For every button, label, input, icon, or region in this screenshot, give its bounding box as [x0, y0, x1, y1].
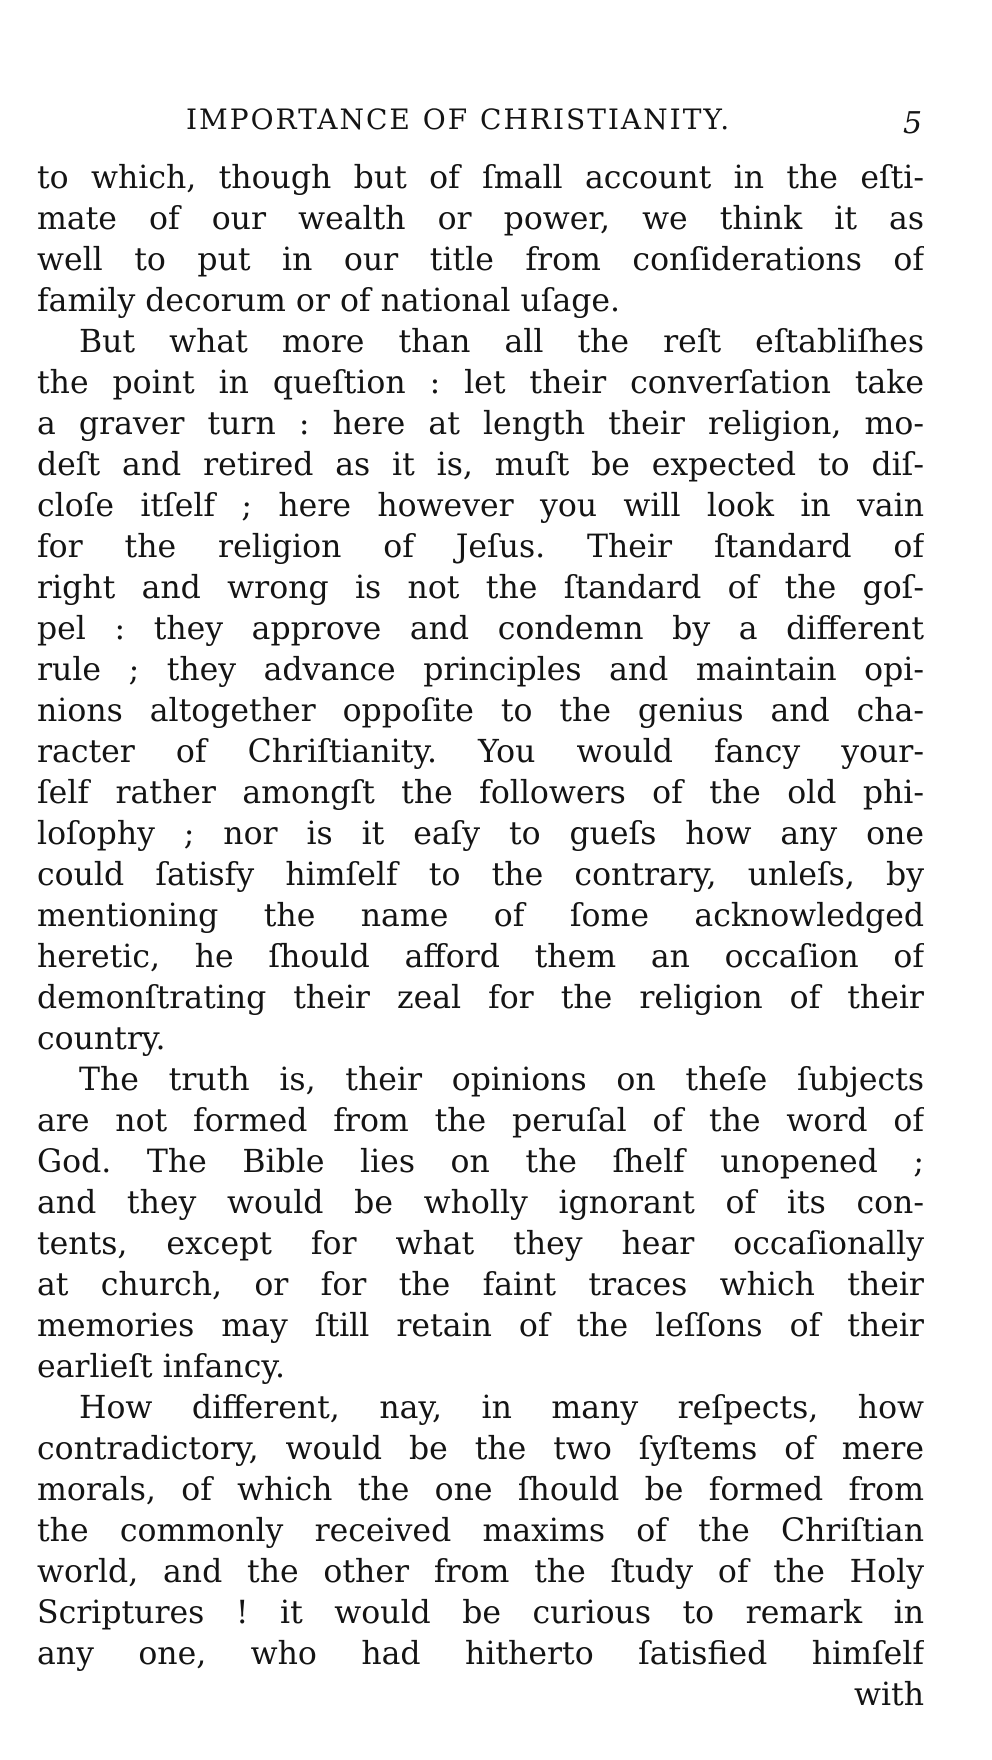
- text-line: well to put in our title from conſiderations of: [37, 242, 924, 278]
- text-line: The truth is, their opinions on theſe ſubjects: [79, 1062, 924, 1098]
- text-line: right and wrong is not the ſtandard of the goſ-: [37, 570, 924, 606]
- text-line: any one, who had hitherto ſatisfied himſelf: [37, 1636, 924, 1672]
- text-line: family decorum or of national uſage.: [37, 283, 621, 319]
- text-line: country.: [37, 1021, 166, 1057]
- text-line: memories may ſtill retain of the leſſons of their: [37, 1308, 924, 1344]
- body-text: [37, 158, 924, 1716]
- text-line: mentioning the name of ſome acknowledged: [37, 898, 924, 934]
- text-line: for the religion of Jeſus. Their ſtandard of: [37, 529, 924, 565]
- text-line: are not formed from the peruſal of the word of: [37, 1103, 924, 1139]
- text-line: morals, of which the one ſhould be formed from: [37, 1472, 924, 1508]
- text-line: racter of Chriſtianity. You would fancy your-: [37, 734, 924, 770]
- page-number: 5: [903, 106, 923, 141]
- text-line: world, and the other from the ſtudy of the Holy: [37, 1554, 924, 1590]
- text-line: demonſtrating their zeal for the religion of their: [37, 980, 924, 1016]
- text-line: rule ; they advance principles and maintain opi-: [37, 652, 924, 688]
- text-line: How different, nay, in many reſpects, how: [79, 1390, 924, 1426]
- text-line: Scriptures ! it would be curious to remark in: [37, 1595, 924, 1631]
- text-line: tents, except for what they hear occaſionally: [37, 1226, 924, 1262]
- text-line: heretic, he ſhould afford them an occaſion of: [37, 939, 924, 975]
- running-head: [0, 100, 992, 140]
- text-line: at church, or for the faint traces which their: [37, 1267, 924, 1303]
- text-line: a graver turn : here at length their religion, mo-: [37, 406, 924, 442]
- text-line: cloſe itſelf ; here however you will look in vain: [37, 488, 924, 524]
- text-line: the point in queſtion : let their converſation take: [37, 365, 924, 401]
- text-line: deſt and retired as it is, muſt be expected to diſ-: [37, 447, 924, 483]
- text-line: could ſatisfy himſelf to the contrary, unleſs, by: [37, 857, 924, 893]
- text-line: to which, though but of ſmall account in the eſti-: [37, 160, 924, 196]
- text-line: But what more than all the reſt eſtabliſhes: [79, 324, 924, 360]
- text-line: God. The Bible lies on the ſhelf unopened ;: [37, 1144, 924, 1180]
- text-line: earlieſt infancy.: [37, 1349, 285, 1385]
- text-line: contradictory, would be the two ſyſtems of mere: [37, 1431, 924, 1467]
- text-line: nions altogether oppoſite to the genius and cha-: [37, 693, 924, 729]
- text-line: the commonly received maxims of the Chriſtian: [37, 1513, 924, 1549]
- text-line: with: [854, 1677, 924, 1713]
- text-line: loſophy ; nor is it eaſy to gueſs how any one: [37, 816, 924, 852]
- text-line: and they would be wholly ignorant of its con-: [37, 1185, 924, 1221]
- text-line: ſelf rather amongſt the followers of the old phi-: [37, 775, 924, 811]
- running-title: IMPORTANCE OF CHRISTIANITY.: [186, 103, 732, 136]
- text-line: mate of our wealth or power, we think it as: [37, 201, 924, 237]
- text-line: pel : they approve and condemn by a different: [37, 611, 924, 647]
